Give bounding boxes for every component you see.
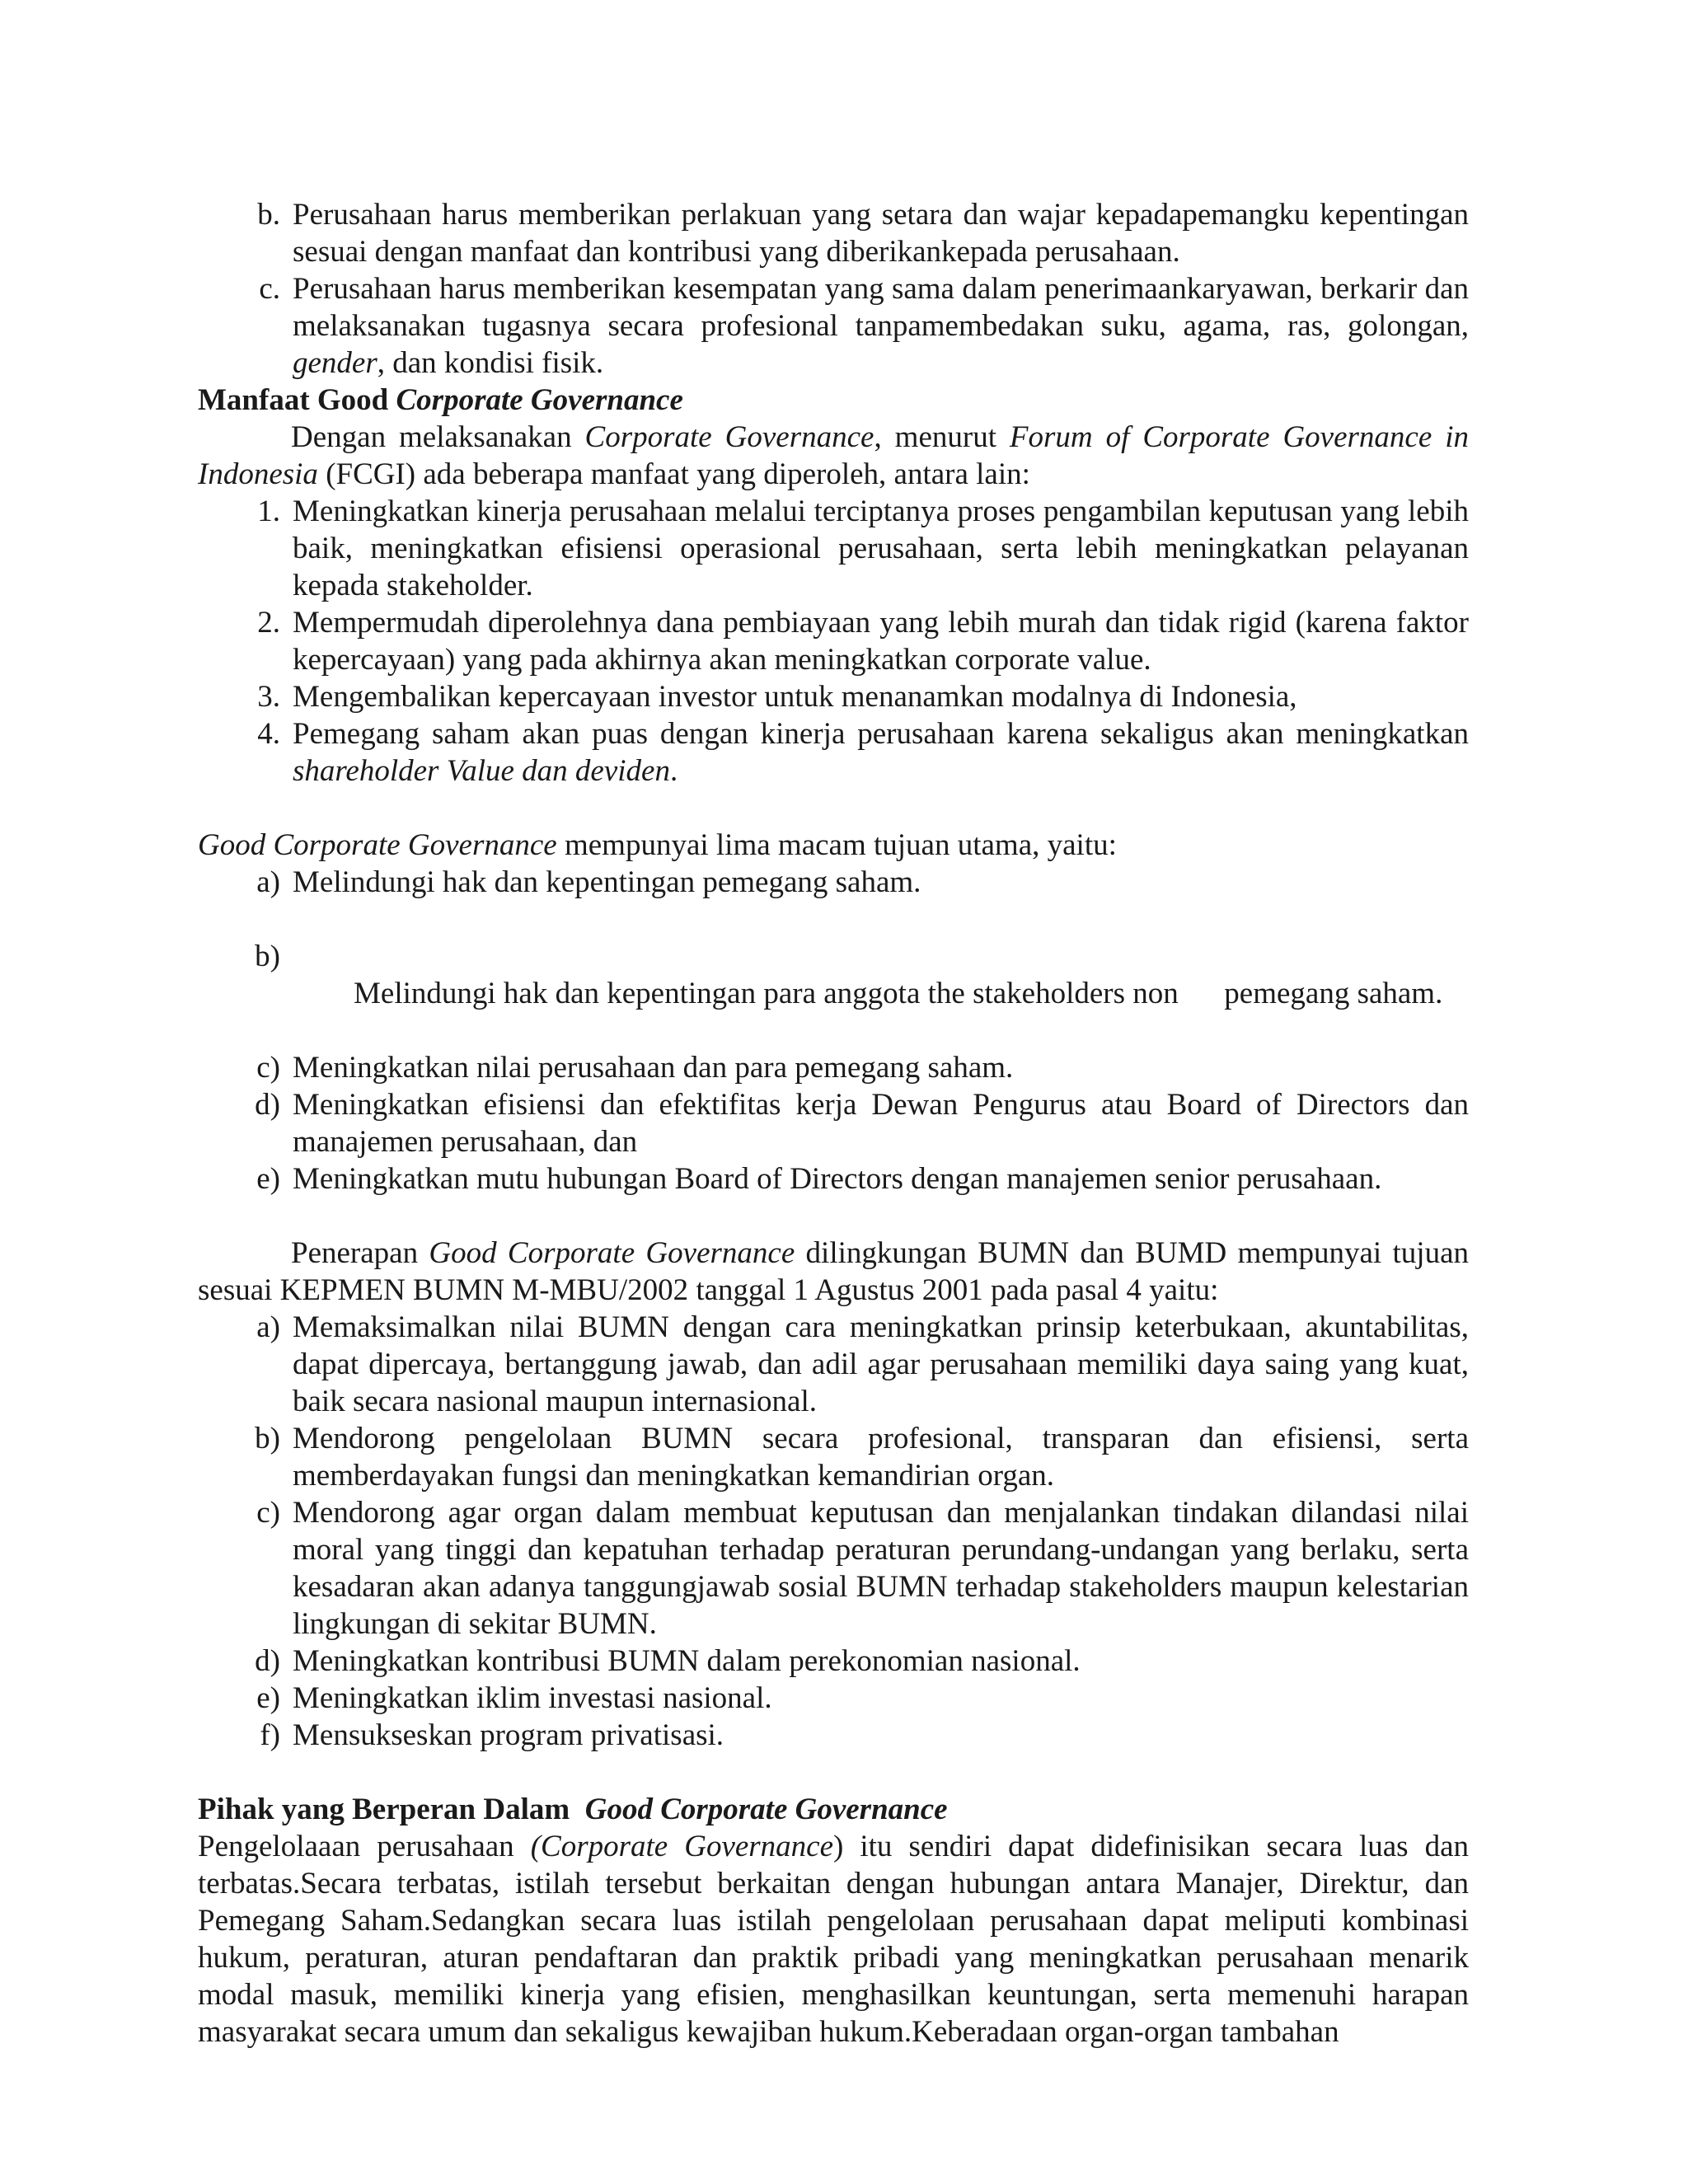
list-item-text-end: . — [669, 754, 678, 788]
heading-pihak-italic: Good Corporate Governance — [584, 1793, 948, 1826]
list-item — [198, 1420, 1469, 1494]
list-item-text: Meningkatkan nilai perusahaan dan para pemegang saham. — [293, 1051, 1014, 1085]
pihak-body-b: (Corporate Governance — [530, 1830, 834, 1863]
list-marker: a) — [256, 865, 280, 899]
list-tujuan — [198, 864, 1469, 1197]
tujuan-intro-text: mempunyai lima macam tujuan utama, yaitu: — [556, 828, 1117, 862]
list-item — [198, 901, 1469, 1049]
list-marker: 1. — [257, 494, 280, 528]
heading-pihak-text: Pihak yang Berperan Dalam — [198, 1793, 585, 1826]
spacer — [198, 1754, 1469, 1791]
pihak-body — [198, 1828, 1469, 2050]
bumn-intro-a: Penerapan — [291, 1236, 429, 1270]
list-item-text: Mensukseskan program privatisasi. — [293, 1718, 724, 1752]
bumn-intro-b: Good Corporate Governance — [429, 1236, 795, 1270]
manfaat-intro-d: Forum of Corporate Governance in Indonesia — [198, 420, 1469, 491]
list-item-text: Memaksimalkan nilai BUMN dengan cara meningkatkan prinsip keterbukaan, akuntabilitas, dapat dipercaya, bertanggung jawab, dan adil agar perusahaan memiliki daya saing yang kuat, baik secara nasional maupun internasional. — [293, 1310, 1469, 1418]
list-item — [198, 196, 1469, 270]
list-item-italic: gender — [293, 346, 377, 380]
spacer — [198, 790, 1469, 827]
list-item-text: Perusahaan harus memberikan perlakuan yang setara dan wajar kepadapemangku kepentingan sesuai dengan manfaat dan kontribusi yang diberikankepada perusahaan. — [293, 198, 1469, 269]
manfaat-intro-a: Dengan melaksanakan — [291, 420, 585, 454]
list-item-text: Mengembalikan kepercayaan investor untuk menanamkan modalnya di Indonesia, — [293, 680, 1297, 714]
list-item — [198, 1160, 1469, 1197]
list-item — [198, 678, 1469, 715]
heading-manfaat-italic: Corporate Governance — [396, 383, 683, 417]
list-marker: e) — [256, 1681, 280, 1715]
tujuan-intro-italic: Good Corporate Governance — [198, 828, 557, 862]
list-marker: 3. — [257, 680, 280, 714]
list-top — [198, 196, 1469, 382]
list-item-text: Pemegang saham akan puas dengan kinerja perusahaan karena sekaligus akan meningkatkan — [293, 717, 1469, 751]
list-bumn — [198, 1309, 1469, 1754]
list-item-text: Mendorong pengelolaan BUMN secara profesional, transparan dan efisiensi, serta memberdayakan fungsi dan meningkatkan kemandirian organ. — [293, 1422, 1469, 1493]
list-item — [198, 1309, 1469, 1420]
list-marker: b) — [255, 1422, 280, 1455]
tujuan-intro — [198, 827, 1469, 864]
manfaat-intro — [198, 419, 1469, 493]
list-item-text: Meningkatkan mutu hubungan Board of Directors dengan manajemen senior perusahaan. — [293, 1162, 1382, 1196]
pihak-body-a: Pengelolaaan perusahaan — [198, 1830, 531, 1863]
heading-manfaat — [198, 382, 1469, 419]
list-marker: b. — [257, 198, 280, 232]
list-item-text: Perusahaan harus memberikan kesempatan yang sama dalam penerimaankaryawan, berkarir dan melaksanakan tugasnya secara profesional tanpamembedakan suku, agama, ras, golongan, — [293, 272, 1469, 343]
list-item — [198, 1680, 1469, 1717]
list-marker: c) — [256, 1051, 280, 1085]
list-item-text: Meningkatkan kinerja perusahaan melalui terciptanya proses pengambilan keputusan yang lebih baik, meningkatkan efisiensi operasional perusahaan, serta lebih meningkatkan pelayanan kepada stakeholder. — [293, 494, 1469, 602]
list-item — [198, 1494, 1469, 1643]
list-item-text: Mendorong agar organ dalam membuat keputusan dan menjalankan tindakan dilandasi nilai moral yang tinggi dan kepatuhan terhadap peraturan perundang-undangan yang berlaku, serta kesadaran akan adanya tanggungjawab sosial BUMN terhadap stakeholders maupun kelestarian lingkungan di sekitar BUMN. — [293, 1496, 1469, 1641]
list-item — [198, 493, 1469, 604]
document-content — [198, 196, 1469, 2050]
list-marker: e) — [256, 1162, 280, 1196]
spacer — [198, 1197, 1469, 1235]
list-item-text: Meningkatkan efisiensi dan efektifitas kerja Dewan Pengurus atau Board of Directors dan manajemen perusahaan, dan — [293, 1088, 1469, 1159]
list-marker: c) — [256, 1496, 280, 1530]
list-manfaat — [198, 493, 1469, 790]
list-marker: 4. — [257, 717, 280, 751]
pihak-body-c: ) itu sendiri dapat didefinisikan secara luas dan terbatas.Secara terbatas, istilah tersebut berkaitan dengan hubungan antara Manajer, Direktur, dan Pemegang Saham.Sedangkan secara luas istilah pengelolaan perusahaan dapat meliputi kombinasi hukum, peraturan, aturan pendaftaran dan praktik pribadi yang meningkatkan perusahaan menarik modal masuk, memiliki kinerja yang efisien, menghasilkan keuntungan, serta memenuhi harapan masyarakat secara umum dan sekaligus kewajiban hukum.Keberadaan organ-organ tambahan — [198, 1830, 1469, 2049]
list-marker: b) — [255, 940, 280, 973]
manfaat-intro-c: , menurut — [874, 420, 1010, 454]
list-item — [198, 270, 1469, 382]
heading-manfaat-text: Manfaat Good — [198, 383, 396, 417]
list-item-text: Mempermudah diperolehnya dana pembiayaan yang lebih murah dan tidak rigid (karena faktor kepercayaan) yang pada akhirnya akan meningkatkan corporate value. — [293, 606, 1469, 677]
list-item-italic: shareholder Value dan deviden — [293, 754, 670, 788]
bumn-intro-c: dilingkungan BUMN dan BUMD mempunyai tujuan sesuai KEPMEN BUMN M-MBU/2002 tanggal 1 Agustus 2001 pada pasal 4 yaitu: — [198, 1236, 1470, 1307]
list-item — [198, 864, 1469, 901]
heading-pihak — [198, 1791, 1469, 1828]
manfaat-intro-e: (FCGI) ada beberapa manfaat yang diperoleh, antara lain: — [317, 457, 1030, 491]
list-marker: 2. — [257, 606, 280, 640]
list-item-text: Melindungi hak dan kepentingan para anggota the stakeholders non pemegang saham. — [354, 977, 1443, 1010]
list-marker: d) — [255, 1644, 280, 1678]
list-item — [198, 1717, 1469, 1754]
list-marker: c. — [259, 272, 280, 306]
list-item — [198, 1086, 1469, 1160]
list-item-text: Melindungi hak dan kepentingan pemegang saham. — [293, 865, 921, 899]
list-marker: f) — [260, 1718, 280, 1752]
list-item — [198, 1643, 1469, 1680]
list-item — [198, 715, 1469, 790]
manfaat-intro-b: Corporate Governance — [584, 420, 874, 454]
list-item-text: Meningkatkan kontribusi BUMN dalam perekonomian nasional. — [293, 1644, 1081, 1678]
list-marker: a) — [256, 1310, 280, 1344]
list-item — [198, 1049, 1469, 1086]
bumn-intro — [198, 1235, 1469, 1309]
list-item-text-end: , dan kondisi fisik. — [377, 346, 604, 380]
list-item — [198, 604, 1469, 678]
list-marker: d) — [255, 1088, 280, 1122]
list-item-text: Meningkatkan iklim investasi nasional. — [293, 1681, 772, 1715]
